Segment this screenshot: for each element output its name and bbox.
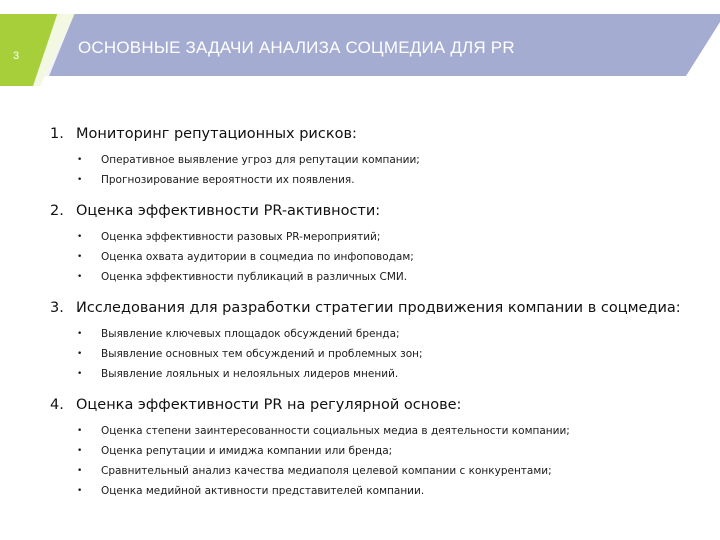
bullet-dot-icon: • <box>77 486 83 496</box>
task-number: 1. <box>50 126 64 142</box>
bullet-dot-icon: • <box>77 272 83 282</box>
bullet-dot-icon: • <box>77 426 83 436</box>
bullet-item <box>77 481 710 501</box>
slide-title: ОСНОВНЫЕ ЗАДАЧИ АНАЛИЗА СОЦМЕДИА ДЛЯ PR <box>78 38 515 57</box>
bullet-dot-icon: • <box>77 252 83 262</box>
bullet-text: Выявление ключевых площадок обсуждений бренда; <box>101 328 400 340</box>
task-heading <box>50 124 710 144</box>
task-section <box>50 124 710 190</box>
task-title: Исследования для разработки стратегии продвижения компании в соцмедиа: <box>76 300 681 316</box>
bullet-dot-icon: • <box>77 349 83 359</box>
bullet-dot-icon: • <box>77 175 83 185</box>
bullet-list <box>50 227 710 287</box>
bullet-text: Оперативное выявление угроз для репутации компании; <box>101 154 420 166</box>
task-section <box>50 298 710 384</box>
bullet-list <box>50 421 710 501</box>
bullet-item <box>77 267 710 287</box>
task-section <box>50 395 710 501</box>
bullet-text: Сравнительный анализ качества медиаполя целевой компании с конкурентами; <box>101 465 552 477</box>
bullet-text: Оценка эффективности разовых PR-мероприятий; <box>101 231 381 243</box>
bullet-text: Выявление основных тем обсуждений и проблемных зон; <box>101 348 423 360</box>
task-heading <box>50 395 710 415</box>
bullet-text: Выявление лояльных и нелояльных лидеров мнений. <box>101 368 399 380</box>
task-heading <box>50 201 710 221</box>
bullet-item <box>77 150 710 170</box>
bullet-text: Оценка эффективности публикаций в различных СМИ. <box>101 271 408 283</box>
bullet-text: Оценка медийной активности представителей компании. <box>101 485 425 497</box>
bullet-item <box>77 247 710 267</box>
bullet-text: Прогнозирование вероятности их появления. <box>101 174 355 186</box>
bullet-item <box>77 324 710 344</box>
bullet-dot-icon: • <box>77 329 83 339</box>
bullet-dot-icon: • <box>77 466 83 476</box>
bullet-dot-icon: • <box>77 369 83 379</box>
task-list <box>50 124 710 512</box>
slide-number: 3 <box>13 50 20 62</box>
task-section <box>50 201 710 287</box>
task-title: Оценка эффективности PR на регулярной основе: <box>76 397 462 413</box>
bullet-text: Оценка охвата аудитории в соцмедиа по инфоповодам; <box>101 251 414 263</box>
task-number: 3. <box>50 300 64 316</box>
bullet-item <box>77 421 710 441</box>
bullet-text: Оценка степени заинтересованности социальных медиа в деятельности компании; <box>101 425 570 437</box>
task-number: 4. <box>50 397 64 413</box>
task-number: 2. <box>50 203 64 219</box>
bullet-item <box>77 364 710 384</box>
header-banner <box>0 0 720 120</box>
task-title: Оценка эффективности PR-активности: <box>76 203 381 219</box>
bullet-list <box>50 150 710 190</box>
bullet-item <box>77 441 710 461</box>
bullet-dot-icon: • <box>77 232 83 242</box>
bullet-dot-icon: • <box>77 155 83 165</box>
task-heading <box>50 298 710 318</box>
bullet-item <box>77 170 710 190</box>
bullet-text: Оценка репутации и имиджа компании или бренда; <box>101 445 393 457</box>
task-title: Мониторинг репутационных рисков: <box>76 126 357 142</box>
bullet-item <box>77 227 710 247</box>
bullet-item <box>77 461 710 481</box>
bullet-item <box>77 344 710 364</box>
bullet-dot-icon: • <box>77 446 83 456</box>
bullet-list <box>50 324 710 384</box>
